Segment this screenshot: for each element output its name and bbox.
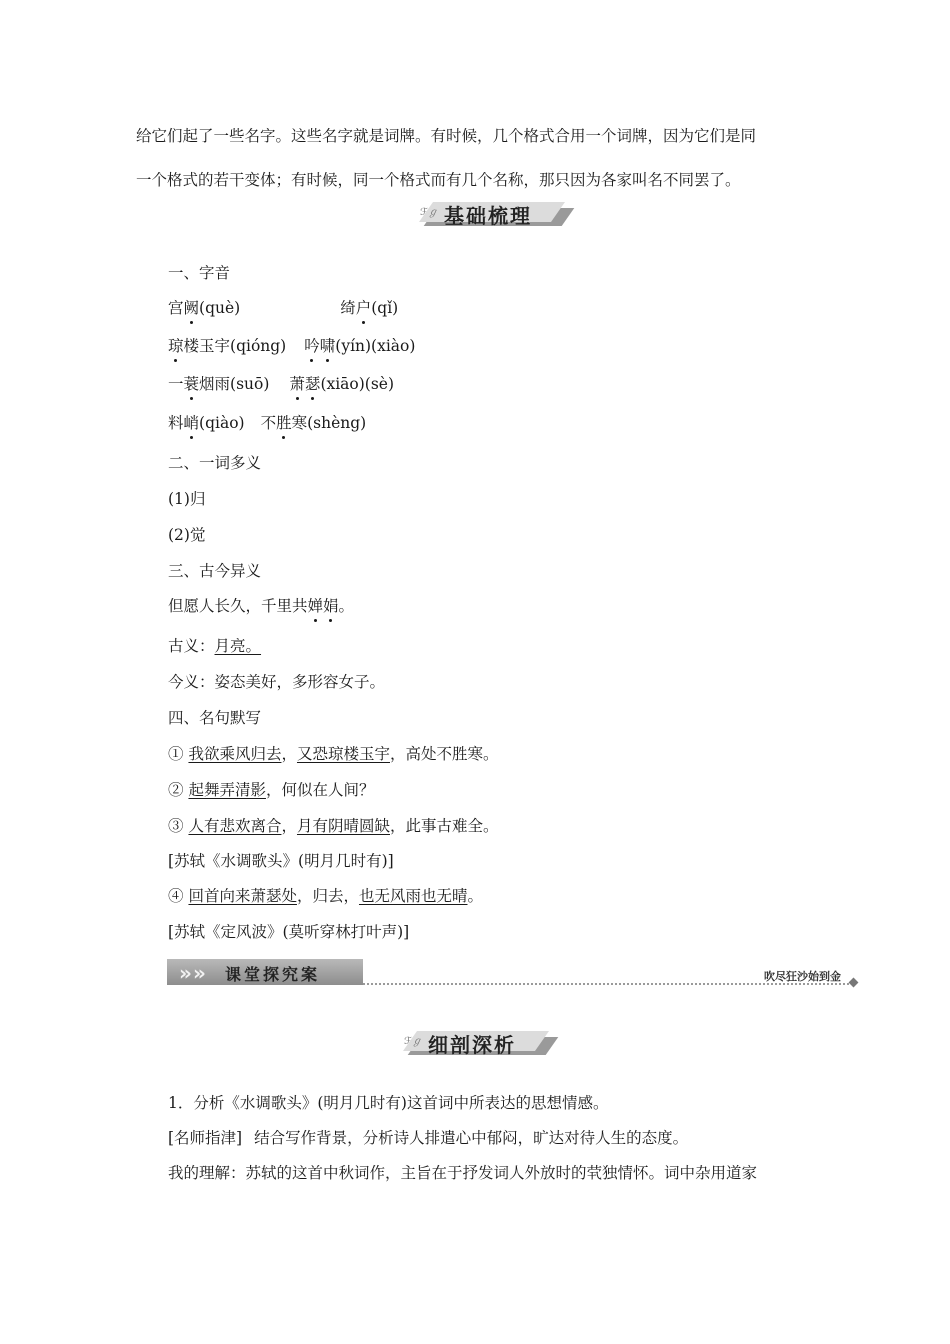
pronunciation-row-4: 料峭(qiào) 不胜寒(shèng) xyxy=(168,414,367,432)
banner-slogan: 吹尽狂沙始到金 xyxy=(764,970,841,983)
teacher-hint xyxy=(168,1128,688,1148)
ribbon-mark-icon: ℱℊ xyxy=(404,1036,422,1047)
pronunciation-row-3: 一蓑烟雨(suō) 萧瑟(xiāo)(sè) xyxy=(168,375,395,393)
heading-ancient-modern: 三、古今异义 xyxy=(168,562,262,580)
answer-blank: 回首向来萧瑟处 xyxy=(188,887,297,905)
recitation-source-2: [苏轼《定风波》(莫听穿林打叶声)] xyxy=(168,923,410,941)
answer-blank: 月有阴晴圆缺 xyxy=(296,817,390,835)
intro-line-1: 给它们起了一些名字。这些名字就是词牌。有时候，几个格式合用一个词牌，因为它们是同 xyxy=(136,127,757,145)
section-heading-analysis xyxy=(404,1029,554,1057)
emphasis-char: 萧 xyxy=(289,375,305,393)
ancient-meaning: 古义：月亮。 xyxy=(168,637,262,655)
section-title-analysis: 细剖深析 xyxy=(428,1033,516,1057)
recitation-item-4: ④ 回首向来萧瑟处，归去，也无风雨也无晴。 xyxy=(168,887,484,905)
answer-blank: 我欲乘风归去 xyxy=(188,745,282,763)
answer-blank: 又恐琼楼玉宇 xyxy=(296,745,390,763)
diamond-icon xyxy=(849,978,859,988)
section-heading-basics xyxy=(420,200,570,228)
emphasis-char: 啸 xyxy=(319,337,336,355)
recitation-source-1: [苏轼《水调歌头》(明月几时有)] xyxy=(168,852,394,870)
polysemy-item-1: (1)归 xyxy=(168,490,206,508)
emphasis-char: 婵 xyxy=(307,597,324,615)
intro-line-2: 一个格式的若干变体；有时候，同一个格式而有几个名称，那只因为各家叫名不同罢了。 xyxy=(136,171,741,189)
chevron-right-icon: » xyxy=(179,961,192,985)
answer-blank: 月亮。 xyxy=(214,637,262,655)
heading-recitation: 四、名句默写 xyxy=(168,709,262,727)
answer-blank: 也无风雨也无晴 xyxy=(358,887,468,905)
section-title-basics: 基础梳理 xyxy=(444,204,532,228)
pronunciation-row-2: 琼楼玉宇(qióng) 吟啸(yín)(xiào) xyxy=(168,337,416,355)
heading-polysemy: 二、一词多义 xyxy=(168,454,262,472)
heading-pronunciation: 一、字音 xyxy=(168,264,231,282)
emphasis-char: 阙 xyxy=(183,299,200,317)
ancient-modern-sentence: 但愿人长久，千里共婵娟。 xyxy=(168,597,355,615)
section-banner-class-exploration xyxy=(167,959,857,987)
emphasis-char: 琼 xyxy=(168,337,184,355)
hint-label: [名师指津] xyxy=(168,1129,243,1147)
emphasis-char: 户 xyxy=(355,299,372,317)
emphasis-char: 蓑 xyxy=(183,375,200,393)
chevron-right-icon: » xyxy=(193,961,206,985)
recitation-item-1: ① 我欲乘风归去，又恐琼楼玉宇，高处不胜寒。 xyxy=(168,745,499,763)
emphasis-char: 吟 xyxy=(304,337,320,355)
answer-blank: 人有悲欢离合 xyxy=(188,817,282,835)
hint-text: 结合写作背景，分析诗人排遣心中郁闷，旷达对待人生的态度。 xyxy=(254,1129,689,1147)
modern-meaning: 今义：姿态美好，多形容女子。 xyxy=(168,673,386,691)
emphasis-char: 峭 xyxy=(183,414,200,432)
pronunciation-row-1: 宫阙(què) 绮户(qǐ) xyxy=(168,299,399,317)
my-understanding: 我的理解：苏轼的这首中秋词作，主旨在于抒发词人外放时的茕独情怀。词中杂用道家 xyxy=(168,1164,758,1182)
emphasis-char: 娟 xyxy=(323,597,339,615)
banner-title: 课堂探究案 xyxy=(225,965,321,984)
emphasis-char: 胜 xyxy=(276,414,292,432)
emphasis-char: 瑟 xyxy=(304,375,321,393)
ribbon-mark-icon: ℱℊ xyxy=(420,207,438,218)
recitation-item-3: ③ 人有悲欢离合，月有阴晴圆缺，此事古难全。 xyxy=(168,817,499,835)
answer-blank: 起舞弄清影 xyxy=(188,781,266,799)
analysis-question: 1．分析《水调歌头》(明月几时有)这首词中所表达的思想情感。 xyxy=(168,1094,609,1112)
recitation-item-2: ② 起舞弄清影，何似在人间？ xyxy=(168,781,375,799)
polysemy-item-2: (2)觉 xyxy=(168,526,206,544)
